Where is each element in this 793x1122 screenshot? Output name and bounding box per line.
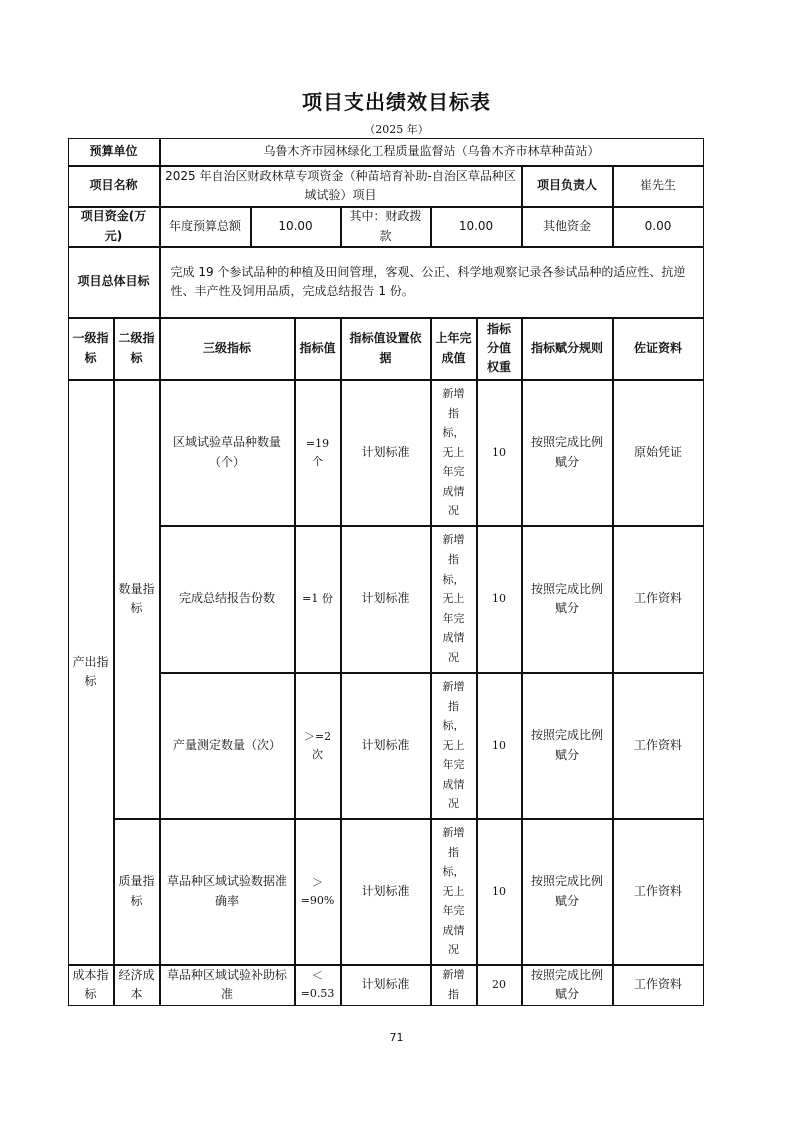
col-rule: 指标赋分规则 xyxy=(522,318,613,380)
row-rule: 按照完成比例赋分 xyxy=(522,380,613,526)
row-value: ＞=90% xyxy=(295,819,341,965)
row-value: ＜=0.53 xyxy=(295,965,341,1006)
row-last-year: 新增指标，无上年完成情况 xyxy=(431,380,477,526)
document-title: 项目支出绩效目标表 xyxy=(302,90,491,114)
row-rule: 按照完成比例赋分 xyxy=(522,965,613,1006)
row-evidence: 工作资料 xyxy=(613,965,704,1006)
other-funds-label: 其他资金 xyxy=(522,207,613,247)
row-weight: 10 xyxy=(477,380,522,526)
row-indicator: 完成总结报告份数 xyxy=(160,526,295,673)
row-rule: 按照完成比例赋分 xyxy=(522,526,613,673)
page-number: 71 xyxy=(389,1031,404,1044)
row-evidence: 工作资料 xyxy=(613,819,704,965)
fiscal-value: 10.00 xyxy=(431,207,522,247)
col-evidence: 佐证资料 xyxy=(613,318,704,380)
funds-label: 项目资金(万元) xyxy=(68,207,160,247)
group-quantity: 数量指标 xyxy=(114,380,160,819)
row-last-year: 新增指标，无上年完成情况 xyxy=(431,819,477,965)
col-last-year: 上年完成值 xyxy=(431,318,477,380)
row-value: ＞=2 次 xyxy=(295,673,341,819)
project-name-value: 2025 年自治区财政林草专项资金（种苗培育补助-自治区草品种区域试验）项目 xyxy=(160,166,522,207)
row-basis: 计划标准 xyxy=(341,819,431,965)
row-value: =1 份 xyxy=(295,526,341,673)
col-weight: 指标分值权重 xyxy=(477,318,522,380)
col-level3: 三级指标 xyxy=(160,318,295,380)
row-evidence: 原始凭证 xyxy=(613,380,704,526)
row-basis: 计划标准 xyxy=(341,526,431,673)
col-level1: 一级指标 xyxy=(68,318,114,380)
project-leader-label: 项目负责人 xyxy=(522,166,613,207)
annual-budget-label: 年度预算总额 xyxy=(160,207,251,247)
row-indicator: 产量测定数量（次） xyxy=(160,673,295,819)
row-value: =19 个 xyxy=(295,380,341,526)
group-output: 产出指标 xyxy=(68,380,114,965)
row-weight: 20 xyxy=(477,965,522,1006)
row-weight: 10 xyxy=(477,819,522,965)
row-basis: 计划标准 xyxy=(341,380,431,526)
group-cost: 成本指标 xyxy=(68,965,114,1006)
col-basis: 指标值设置依据 xyxy=(341,318,431,380)
row-basis: 计划标准 xyxy=(341,965,431,1006)
performance-table xyxy=(68,138,704,1006)
budget-unit-value: 乌鲁木齐市园林绿化工程质量监督站（乌鲁木齐市林草种苗站） xyxy=(160,138,704,166)
row-last-year: 新增指标，无上年完成情况 xyxy=(431,526,477,673)
annual-budget-value: 10.00 xyxy=(251,207,341,247)
col-value: 指标值 xyxy=(295,318,341,380)
group-economic-cost: 经济成本 xyxy=(114,965,160,1006)
budget-unit-label: 预算单位 xyxy=(68,138,160,166)
other-funds-value: 0.00 xyxy=(613,207,704,247)
row-indicator: 区域试验草品种数量（个） xyxy=(160,380,295,526)
row-last-year: 新增指 xyxy=(431,965,477,1006)
project-leader-value: 崔先生 xyxy=(613,166,704,207)
row-weight: 10 xyxy=(477,526,522,673)
fiscal-label: 其中：财政拨款 xyxy=(341,207,431,247)
col-level2: 二级指标 xyxy=(114,318,160,380)
goal-value: 完成 19 个参试品种的种植及田间管理，客观、公正、科学地观察记录各参试品种的适应性、抗逆性、丰产性及饲用品质，完成总结报告 1 份。 xyxy=(160,247,704,318)
group-quality: 质量指标 xyxy=(114,819,160,965)
row-rule: 按照完成比例赋分 xyxy=(522,819,613,965)
row-evidence: 工作资料 xyxy=(613,526,704,673)
row-basis: 计划标准 xyxy=(341,673,431,819)
row-weight: 10 xyxy=(477,673,522,819)
document-year: （2025 年） xyxy=(364,123,429,136)
row-rule: 按照完成比例赋分 xyxy=(522,673,613,819)
goal-label: 项目总体目标 xyxy=(68,247,160,318)
row-indicator: 草品种区域试验数据准确率 xyxy=(160,819,295,965)
row-indicator: 草品种区域试验补助标准 xyxy=(160,965,295,1006)
project-name-label: 项目名称 xyxy=(68,166,160,207)
row-last-year: 新增指标，无上年完成情况 xyxy=(431,673,477,819)
row-evidence: 工作资料 xyxy=(613,673,704,819)
